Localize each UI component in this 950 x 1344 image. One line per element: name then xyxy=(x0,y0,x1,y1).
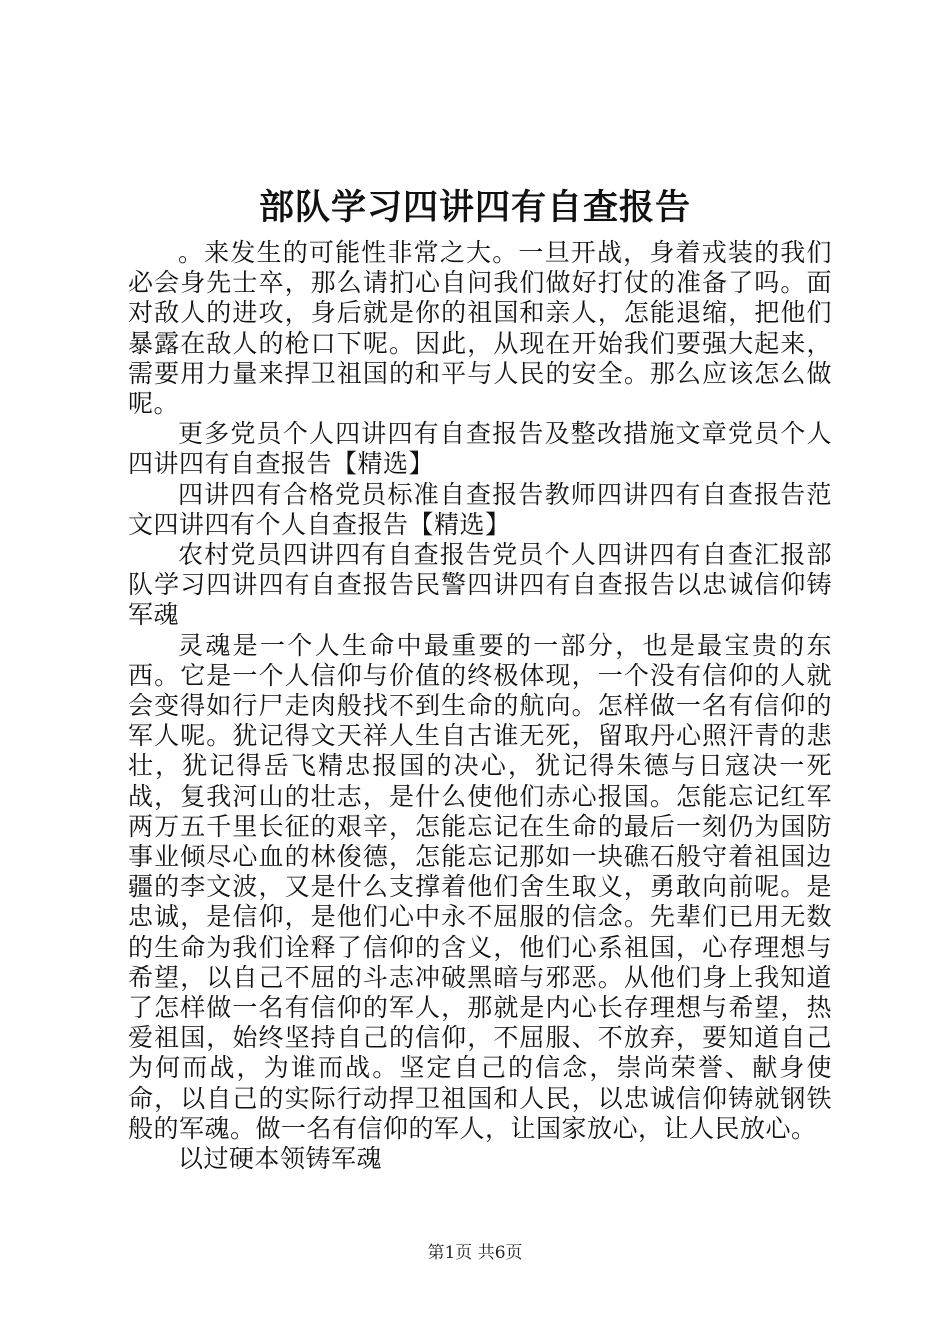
page-footer: 第1页 共6页 xyxy=(427,1243,523,1263)
paragraph: 以过硬本领铸军魂 xyxy=(178,1144,383,1174)
document-body xyxy=(128,238,832,1174)
paragraph: 。来发生的可能性非常之大。一旦开战，身着戎装的我们必会身先士卒，那么请扪心自问我们做好打仗的准备了吗。面对敌人的进攻，身后就是你的祖国和亲人，怎能退缩，把他们暴露在敌人的枪口下呢。因此，从现在开始我们要强大起来，需要用力量来捍卫祖国的和平与人民的安全。那么应该怎么做呢。 xyxy=(128,238,832,419)
document-title: 部队学习四讲四有自查报告 xyxy=(258,187,691,228)
paragraph: 灵魂是一个人生命中最重要的一部分，也是最宝贵的东西。它是一个人信仰与价值的终极体现，一个没有信仰的人就会变得如行尸走肉般找不到生命的航向。怎样做一名有信仰的军人呢。犹记得文天祥人生自古谁无死，留取丹心照汗青的悲壮，犹记得岳飞精忠报国的决心，犹记得朱德与日寇决一死战，复我河山的壮志，是什么使他们赤心报国。怎能忘记红军两万五千里长征的艰辛，怎能忘记在生命的最后一刻仍为国防事业倾尽心血的林俊德，怎能忘记那如一块礁石般守着祖国边疆的李文波，又是什么支撑着他们舍生取义，勇敢向前呢。是忠诚，是信仰，是他们心中永不屈服的信念。先辈们已用无数的生命为我们诠释了信仰的含义，他们心系祖国，心存理想与希望，以自己不屈的斗志冲破黑暗与邪恶。从他们身上我知道了怎样做一名有信仰的军人，那就是内心长存理想与希望，热爱祖国，始终坚持自己的信仰，不屈服、不放弃，要知道自己为何而战，为谁而战。坚定自己的信念，崇尚荣誉、献身使命，以自己的实际行动捍卫祖国和人民，以忠诚信仰铸就钢铁般的军魂。做一名有信仰的军人，让国家放心，让人民放心。 xyxy=(128,630,832,1143)
paragraph: 四讲四有合格党员标准自查报告教师四讲四有自查报告范文四讲四有个人自查报告【精选】 xyxy=(128,479,832,539)
paragraph: 农村党员四讲四有自查报告党员个人四讲四有自查汇报部队学习四讲四有自查报告民警四讲四有自查报告以忠诚信仰铸军魂 xyxy=(128,540,832,630)
paragraph: 更多党员个人四讲四有自查报告及整改措施文章党员个人四讲四有自查报告【精选】 xyxy=(128,419,832,479)
